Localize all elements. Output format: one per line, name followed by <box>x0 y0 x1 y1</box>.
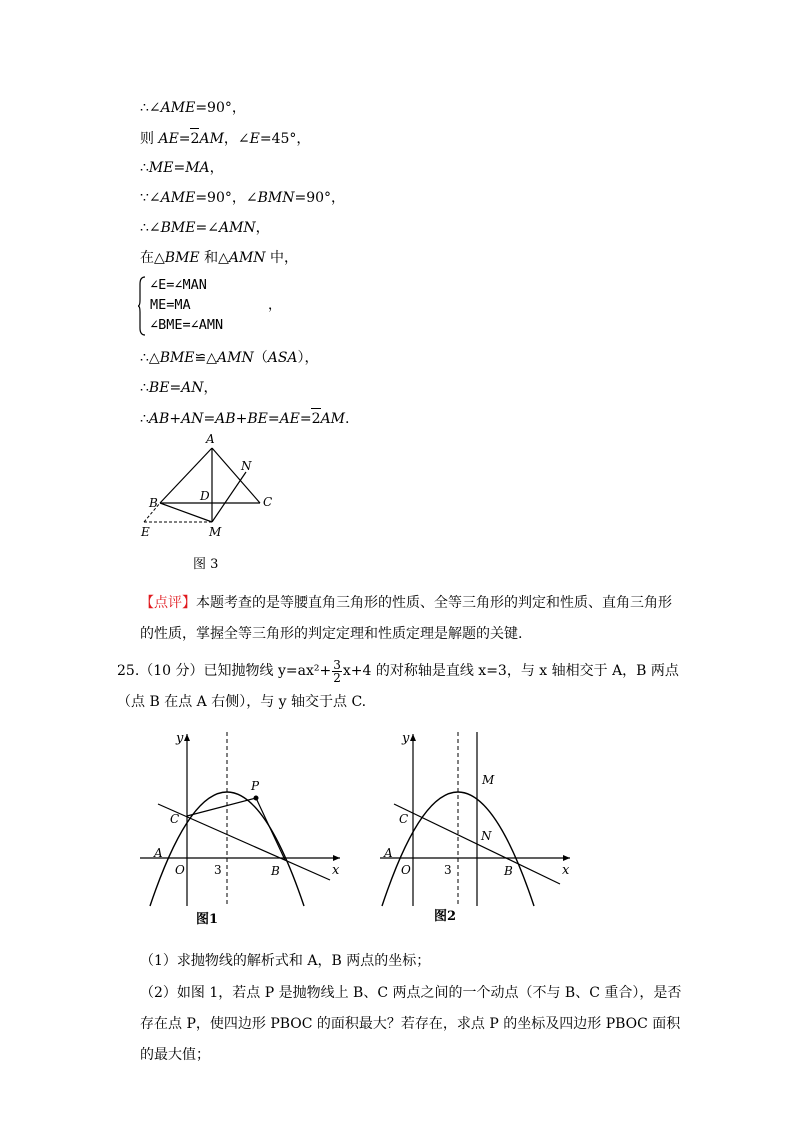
left-brace <box>138 276 146 336</box>
fig2-label-b: B <box>504 864 513 878</box>
fig2-label-3: 3 <box>444 863 452 877</box>
fig3-label-c: C <box>263 495 273 509</box>
figure-1-caption: 图1 <box>196 912 219 927</box>
proof-line-5: ∴∠BME=∠AMN， <box>140 220 270 236</box>
fig3-label-d: D <box>200 489 210 503</box>
sub-question-2: （2）如图 1，若点 P 是抛物线上 B、C 两点之间的一个动点（不与 B、C 重合），是否存在点 P，使四边形 PBOC 的面积最大？若存在，求点 P 的坐标及四边形 PBOC 面积的最大值； <box>140 985 682 1063</box>
figure-2-caption: 图2 <box>434 909 457 924</box>
system-trailing-comma: ， <box>268 297 282 313</box>
fig1-label-o: O <box>175 863 185 877</box>
fig2-label-a: A <box>384 846 393 860</box>
comment-tag: 【点评】 <box>140 595 196 611</box>
comment-paragraph <box>140 588 680 650</box>
comment-text: 本题考查的是等腰直角三角形的性质、全等三角形的判定和性质、直角三角形的性质，掌握全等三角形的判定定理和性质定理是解题的关键. <box>140 595 672 642</box>
system-eq-1: ∠E=∠MAN <box>150 277 207 293</box>
fig2-label-c: C <box>399 812 409 826</box>
fig3-label-b: B <box>149 496 158 510</box>
system-eq-3: ∠BME=∠AMN <box>150 317 224 333</box>
question-number: 25. <box>117 663 140 679</box>
fig2-label-m: M <box>482 773 495 787</box>
question-points: （10 分） <box>139 663 204 679</box>
proof-line-3: ∴ME=MA， <box>140 160 224 176</box>
conclusion-3: ∴AB+AN=AB+BE=AE=2AM. <box>140 408 349 429</box>
fig1-label-a: A <box>154 846 163 860</box>
question-text-before: 已知抛物线 y=ax²+ <box>203 663 332 679</box>
fig2-label-y: y <box>402 731 410 746</box>
fig3-label-a: A <box>206 432 215 446</box>
fig2-label-x: x <box>562 863 570 878</box>
fig1-label-p: P <box>251 779 260 793</box>
question-text-after: x+4 的对称轴是直线 x=3，与 x 轴相交于 A，B 两点（点 B 在点 A 右侧），与 y 轴交于点 C. <box>117 663 679 710</box>
fraction-numerator: 3 <box>333 657 341 672</box>
proof-line-6: 在△BME 和△AMN 中， <box>140 250 298 266</box>
proof-line-2: 则 AE=2AM，∠E=45°， <box>140 128 310 149</box>
question-25 <box>117 656 682 718</box>
conclusion-2: ∴BE=AN， <box>140 380 218 396</box>
fig1-label-3: 3 <box>214 863 222 877</box>
figure-3-triangle-diagram <box>138 430 288 542</box>
fraction <box>332 659 342 684</box>
fig2-label-n: N <box>481 829 492 843</box>
fig1-label-x: x <box>332 863 340 878</box>
fig1-label-b: B <box>271 864 280 878</box>
figure-3-caption: 图 3 <box>193 557 219 572</box>
fig2-label-o: O <box>401 863 411 877</box>
conclusion-1: ∴△BME≌△AMN（ASA）， <box>140 350 319 366</box>
fig3-label-e: E <box>141 525 150 539</box>
figure-1-parabola-graph <box>140 728 350 910</box>
fig3-label-n: N <box>241 459 252 473</box>
fig3-label-m: M <box>209 525 222 539</box>
sub-question-1: （1）求抛物线的解析式和 A，B 两点的坐标； <box>140 953 431 969</box>
figure-2-parabola-graph <box>380 728 580 910</box>
fraction-denominator: 2 <box>333 670 341 685</box>
fig1-label-y: y <box>176 731 184 746</box>
system-eq-2: ME=MA <box>150 297 191 313</box>
proof-line-1: ∴∠AME=90°， <box>140 100 246 116</box>
fig1-label-c: C <box>170 812 180 826</box>
proof-line-4: ∵∠AME=90°，∠BMN=90°， <box>140 190 346 206</box>
